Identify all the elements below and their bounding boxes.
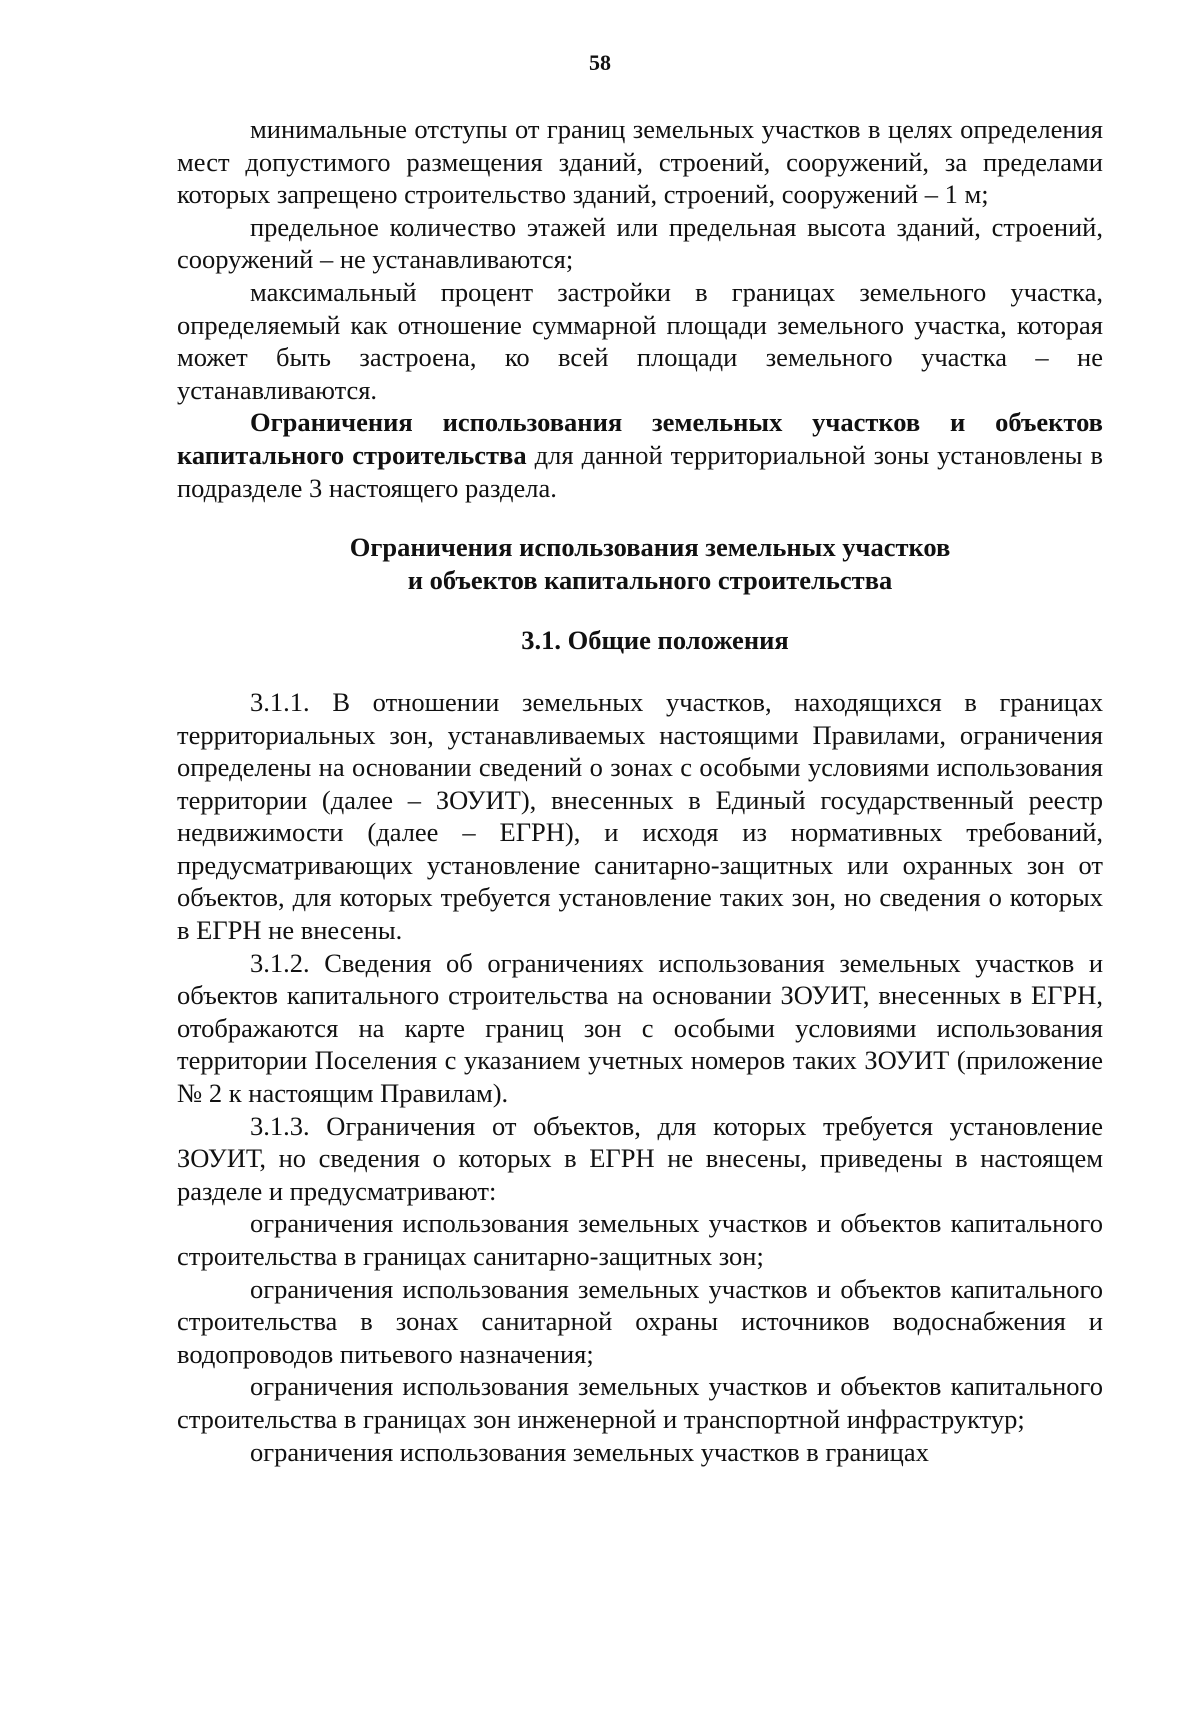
paragraph-3-1-1: 3.1.1. В отношении земельных участков, находящихся в границах территориальных зон, устанавливаемых настоящими Правилами, ограничения определены на основании сведений о зонах с особыми условиями использования территории (далее – ЗОУИТ), внесенных в Единый государственный реестр недвижимости (далее – ЕГРН), и исходя из нормативных требований, предусматривающих установление санитарно-защитных или охранных зон от объектов, для которых требуется установление таких зон, но сведения о которых в ЕГРН не внесены. bbox=[177, 686, 1103, 946]
list-item-water-protection-zones: ограничения использования земельных участков и объектов капитального строительства в зонах санитарной охраны источников водоснабжения и водопроводов питьевого назначения; bbox=[177, 1273, 1103, 1369]
document-body bbox=[177, 113, 1103, 1468]
section-heading bbox=[177, 531, 1103, 596]
list-item-sanitary-zones: ограничения использования земельных участков и объектов капитального строительства в границах санитарно-защитных зон; bbox=[177, 1208, 1103, 1271]
paragraph-3-1-2: 3.1.2. Сведения об ограничениях использования земельных участков и объектов капитального строительства на основании ЗОУИТ, внесенных в ЕГРН, отображаются на карте границ зон с особыми условиями использования территории Поселения с указанием учетных номеров таких ЗОУИТ (приложение № 2 к настоящим Правилам). bbox=[177, 947, 1103, 1109]
restriction-note-rest: для данной территориальной зоны установлены в подразделе 3 настоящего раздела. bbox=[177, 439, 1103, 503]
list-item-land-restrictions: ограничения использования земельных участков в границах bbox=[250, 1436, 929, 1467]
paragraph-min-setbacks: минимальные отступы от границ земельных участков в целях определения мест допустимого размещения зданий, строений, сооружений, за пределами которых запрещено строительство зданий, строений, сооружений – 1 м; bbox=[177, 114, 1103, 210]
paragraph-3-1-3: 3.1.3. Ограничения от объектов, для которых требуется установление ЗОУИТ, но сведения о которых в ЕГРН не внесены, приведены в настоящем разделе и предусматривают: bbox=[177, 1110, 1103, 1206]
list-item-infrastructure-zones: ограничения использования земельных участков и объектов капитального строительства в границах зон инженерной и транспортной инфраструктур; bbox=[177, 1371, 1103, 1434]
paragraph-max-floors: предельное количество этажей или предельная высота зданий, строений, сооружений – не устанавливаются; bbox=[177, 211, 1103, 275]
page-number: 58 bbox=[589, 50, 611, 75]
section-heading-line-2: и объектов капитального строительства bbox=[407, 564, 893, 595]
paragraph-restriction-note bbox=[177, 406, 1103, 504]
section-heading-line-1: Ограничения использования земельных участков bbox=[349, 532, 951, 563]
subsection-heading: 3.1. Общие положения bbox=[521, 625, 789, 656]
paragraph-max-building-percent: максимальный процент застройки в границах земельного участка, определяемый как отношение суммарной площади земельного участка, которая может быть застроена, ко всей площади земельного участка – не устанавливаются. bbox=[177, 276, 1103, 405]
restriction-note-bold: Ограничения использования земельных участков и объектов капитального строительства bbox=[177, 407, 1103, 470]
